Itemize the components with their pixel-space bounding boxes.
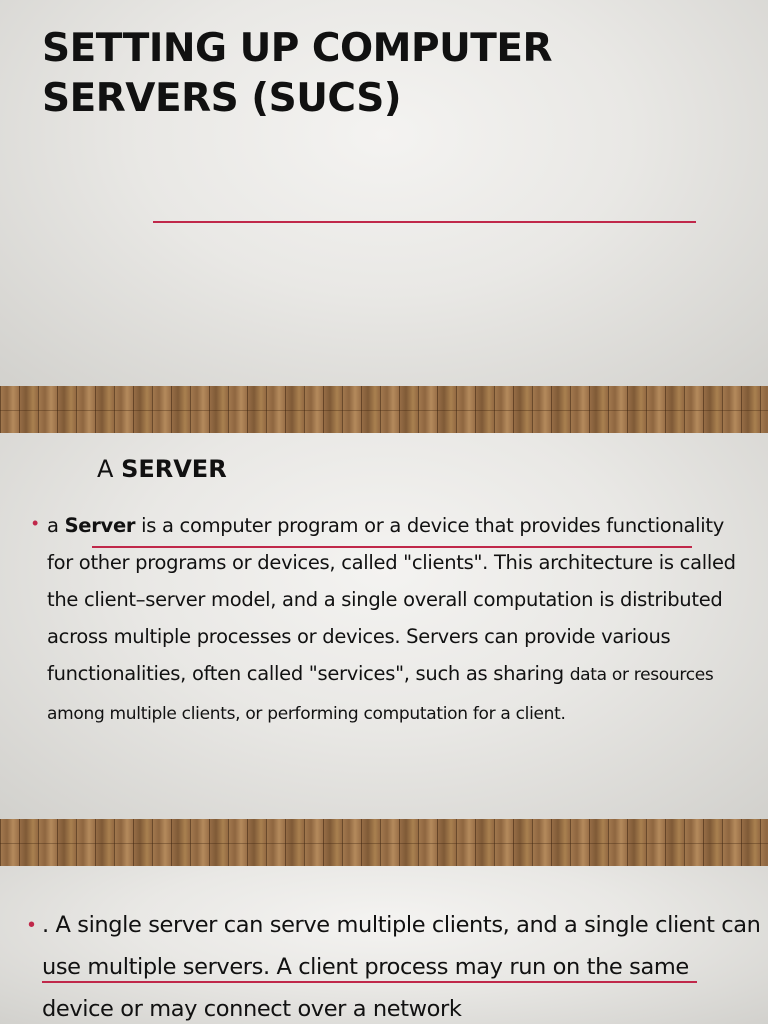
clients-paragraph: . A single server can serve multiple clients, and a single client can use multiple servers. A client process may run on the same device or may connect over a network (42, 912, 761, 1022)
spellcheck-underline (42, 981, 697, 983)
wood-floor-divider (0, 386, 768, 433)
paragraph-main: is a computer program or a device that provides functionality for other programs or devices, called "clients". This architecture is called the client–server model, and a single overall computation is distributed across multiple processes or devices. Servers can provide various functionalities, often called "services", such as sharing (47, 514, 736, 685)
wood-floor-divider (0, 819, 768, 866)
spellcheck-underline (92, 546, 692, 548)
paragraph-term: Server (64, 514, 136, 537)
slide-title (0, 0, 768, 386)
title-line-1: SETTING UP COMPUTER (42, 26, 553, 71)
slide-title-heading (42, 24, 742, 124)
section-heading (97, 455, 227, 483)
bullet-icon: • (32, 513, 39, 533)
heading-prefix: A (97, 455, 114, 483)
paragraph-small: data or resources among multiple clients, or performing computation for a client. (47, 665, 714, 724)
title-line-2: SERVERS (SUCS) (42, 76, 402, 121)
definition-paragraph (47, 507, 747, 733)
bullet-icon: • (28, 914, 36, 936)
title-accent-line (153, 221, 696, 223)
paragraph-article: a (47, 514, 59, 537)
slide-clients-servers (0, 866, 768, 1024)
heading-bold: SERVER (121, 455, 227, 483)
slide-server-definition (0, 433, 768, 819)
